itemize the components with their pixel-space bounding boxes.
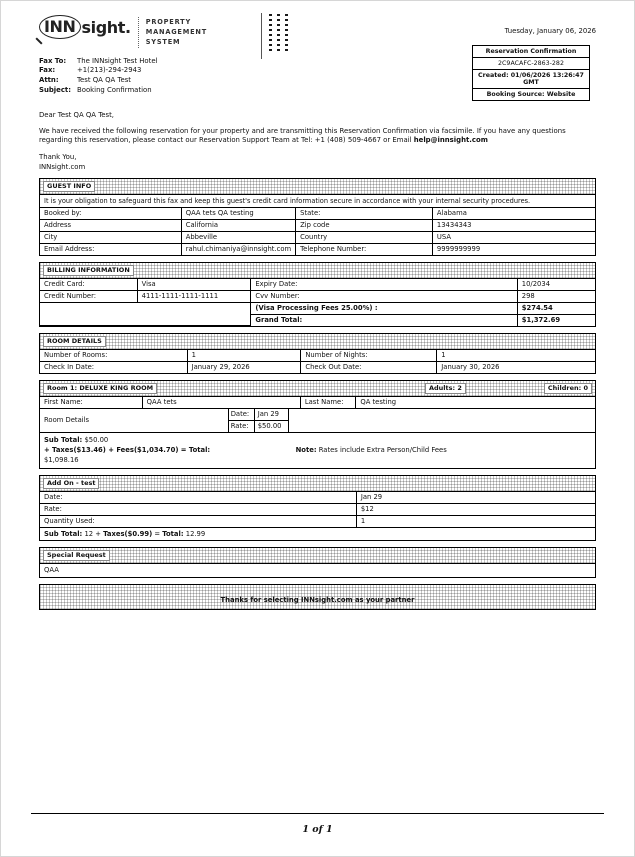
- logo-text: sight.: [81, 17, 131, 37]
- fax-to-label: Fax To:: [39, 56, 67, 65]
- special-request-section: [39, 547, 596, 578]
- room-rate-row: [40, 409, 595, 433]
- tagline-line: SYSTEM: [145, 38, 181, 47]
- special-request-header: [40, 548, 595, 564]
- adults-count: Adults: 2: [425, 383, 466, 394]
- last-name-label: Last Name:: [301, 397, 357, 408]
- booking-source: Booking Source: Website: [486, 91, 576, 98]
- addon-total-label: Total:: [162, 529, 184, 538]
- addon-subtotal-value: 12 +: [84, 529, 101, 538]
- room-details-section: [39, 333, 596, 374]
- confirmation-box-title: Reservation Confirmation: [473, 46, 589, 58]
- taxes-fees-line: + Taxes($13.46) + Fees($1,034.70) = Total:: [44, 445, 211, 454]
- salutation: Dear Test QA QA Test,: [39, 111, 114, 119]
- children-count: Children: 0: [544, 383, 592, 394]
- field-value: January 30, 2026: [437, 361, 595, 373]
- partner-note: Thanks for selecting INNsight.com as your partner: [220, 596, 415, 605]
- field-value: 4111-1111-1111-1111: [137, 290, 251, 302]
- equals-sign: =: [154, 529, 161, 538]
- letter-text: We have received the following reservation for your property and are transmitting this Reservation Confirmation via facsimile. If you have any questions regarding this reservation, please contact our Reservation Support Team at Tel: +1 (408) 509-4667 or Email: [39, 126, 566, 145]
- room1-header: [40, 381, 595, 397]
- tagline-line: PROPERTY: [145, 18, 192, 26]
- fax-header-block: [39, 57, 359, 96]
- room1-total-value: $1,098.16: [44, 455, 79, 464]
- section-title: Add On - test: [43, 478, 99, 489]
- section-title: ROOM DETAILS: [43, 336, 106, 347]
- field-value: 10/2034: [517, 279, 595, 291]
- field-label: City: [40, 231, 181, 243]
- attn-value: Test QA QA Test: [77, 76, 131, 85]
- addon-subtotal-label: Sub Total:: [44, 529, 83, 538]
- page-footer: [31, 813, 604, 836]
- grand-total-label: Grand Total:: [251, 314, 517, 326]
- rate-value: $50.00: [257, 422, 282, 431]
- field-label: Check In Date:: [40, 361, 187, 373]
- field-label: Country: [296, 231, 433, 243]
- table-row: [40, 231, 595, 243]
- document-header: [39, 15, 596, 101]
- partner-footer-bar: [39, 584, 596, 610]
- document-date: Tuesday, January 06, 2026: [504, 27, 596, 35]
- field-value: 1: [187, 350, 301, 362]
- field-label: Booked by:: [40, 208, 181, 220]
- table-row: [40, 290, 595, 302]
- subject-value: Booking Confirmation: [77, 86, 152, 95]
- field-label: Number of Nights:: [301, 350, 437, 362]
- first-name-value: QAA tets: [143, 397, 301, 408]
- note-text: Rates include Extra Person/Child Fees: [318, 445, 447, 454]
- room-details-table: [40, 350, 595, 373]
- field-value: 9999999999: [432, 243, 595, 255]
- subtotal-value: $50.00: [84, 435, 109, 444]
- field-value: Alabama: [432, 208, 595, 220]
- fax-to-value: The INNsight Test Hotel: [77, 56, 158, 65]
- innsight-logo: [39, 15, 359, 48]
- table-row: [40, 302, 595, 314]
- room-details-header: [40, 334, 595, 350]
- field-label: Zip code: [296, 219, 433, 231]
- addon-section: [39, 475, 596, 541]
- field-value: $12: [356, 503, 595, 515]
- billing-header: [40, 263, 595, 279]
- field-value: 1: [437, 350, 595, 362]
- field-value: January 29, 2026: [187, 361, 301, 373]
- table-row: [40, 361, 595, 373]
- guest-info-section: [39, 178, 596, 256]
- rate-label: Rate:: [229, 421, 255, 432]
- guest-info-table: [40, 208, 595, 255]
- processing-fees-label: (Visa Processing Fees 25.00%) :: [251, 302, 517, 314]
- first-name-label: First Name:: [40, 397, 143, 408]
- section-title: BILLING INFORMATION: [43, 265, 134, 276]
- fax-stamp-marks: [261, 13, 288, 59]
- date-value: Jan 29: [257, 410, 279, 419]
- confirmation-created: Created: 01/06/2026 13:26:47 GMT: [473, 70, 589, 89]
- guest-info-header: [40, 179, 595, 195]
- table-row: [40, 492, 595, 504]
- field-label: Number of Rooms:: [40, 350, 187, 362]
- billing-table: [40, 279, 595, 327]
- table-row: [40, 219, 595, 231]
- section-title: GUEST INFO: [43, 181, 95, 192]
- magnifier-icon: INN: [39, 15, 81, 39]
- rate-mini-table: [229, 409, 289, 432]
- innsight-logo-wordmark: [39, 15, 131, 39]
- field-value: 13434343: [432, 219, 595, 231]
- attn-label: Attn:: [39, 76, 59, 85]
- addon-header: [40, 476, 595, 492]
- field-label: Address: [40, 219, 181, 231]
- note-label: Note:: [295, 445, 317, 454]
- section-title: Special Request: [43, 550, 110, 561]
- table-row: [40, 503, 595, 515]
- field-value: Jan 29: [356, 492, 595, 504]
- field-label: State:: [296, 208, 433, 220]
- field-label: Credit Card:: [40, 279, 137, 291]
- field-label: Cvv Number:: [251, 290, 517, 302]
- field-label: Expiry Date:: [251, 279, 517, 291]
- field-label: Credit Number:: [40, 290, 137, 302]
- field-value: Abbeville: [181, 231, 295, 243]
- empty-cell: [40, 302, 251, 326]
- field-value: 298: [517, 290, 595, 302]
- special-request-value: QAA: [44, 565, 59, 574]
- room1-title: Room 1: DELUXE KING ROOM: [43, 383, 157, 394]
- table-row: [40, 350, 595, 362]
- room1-section: [39, 380, 596, 469]
- field-value: rahul.chimaniya@innsight.com: [181, 243, 295, 255]
- addon-taxes: Taxes($0.99): [103, 529, 153, 538]
- fax-number-label: Fax:: [39, 66, 56, 75]
- field-value: 1: [356, 515, 595, 527]
- logo-tagline: [138, 17, 207, 48]
- letter-paragraph: [39, 127, 596, 146]
- rates-note: [296, 445, 447, 455]
- signature: INNsight.com: [39, 162, 86, 171]
- field-label: Quantity Used:: [40, 515, 356, 527]
- field-label: Email Address:: [40, 243, 181, 255]
- field-value: QAA tets QA testing: [181, 208, 295, 220]
- addon-table: [40, 492, 595, 527]
- addon-total-value: 12.99: [185, 529, 206, 538]
- grand-total-value: $1,372.69: [517, 314, 595, 326]
- guest-name-row: [40, 397, 595, 409]
- security-notice: It is your obligation to safeguard this fax and keep this guest's credit card information secure in accordance with your internal security procedures.: [40, 195, 595, 208]
- letter-body: [39, 111, 596, 172]
- field-label: Rate:: [40, 503, 356, 515]
- tagline-line: MANAGEMENT: [145, 28, 208, 37]
- processing-fees-value: $274.54: [517, 302, 595, 314]
- empty-cell: [289, 409, 595, 432]
- table-row: [40, 243, 595, 255]
- subtotal-label: Sub Total:: [44, 435, 83, 444]
- confirmation-number: 2C9ACAFC-2863-282: [473, 58, 589, 70]
- room1-subtotal-block: [40, 433, 595, 469]
- billing-section: [39, 262, 596, 327]
- date-label: Date:: [229, 409, 255, 420]
- thank-you: Thank You,: [39, 152, 77, 161]
- support-email: help@innsight.com: [413, 136, 488, 145]
- room-details-label: Room Details: [40, 409, 229, 432]
- field-value: USA: [432, 231, 595, 243]
- table-row: [40, 208, 595, 220]
- field-value: Visa: [137, 279, 251, 291]
- reservation-confirmation-box: [472, 45, 590, 101]
- subject-label: Subject:: [39, 86, 71, 95]
- fax-number-value: +1(213)-294-2943: [77, 66, 142, 75]
- field-value: California: [181, 219, 295, 231]
- field-label: Telephone Number:: [296, 243, 433, 255]
- last-name-value: QA testing: [360, 398, 397, 407]
- page-number: 1 of 1: [302, 824, 333, 835]
- table-row: [40, 515, 595, 527]
- table-row: [40, 279, 595, 291]
- addon-subtotal-line: [40, 527, 595, 540]
- field-label: Check Out Date:: [301, 361, 437, 373]
- field-label: Date:: [40, 492, 356, 504]
